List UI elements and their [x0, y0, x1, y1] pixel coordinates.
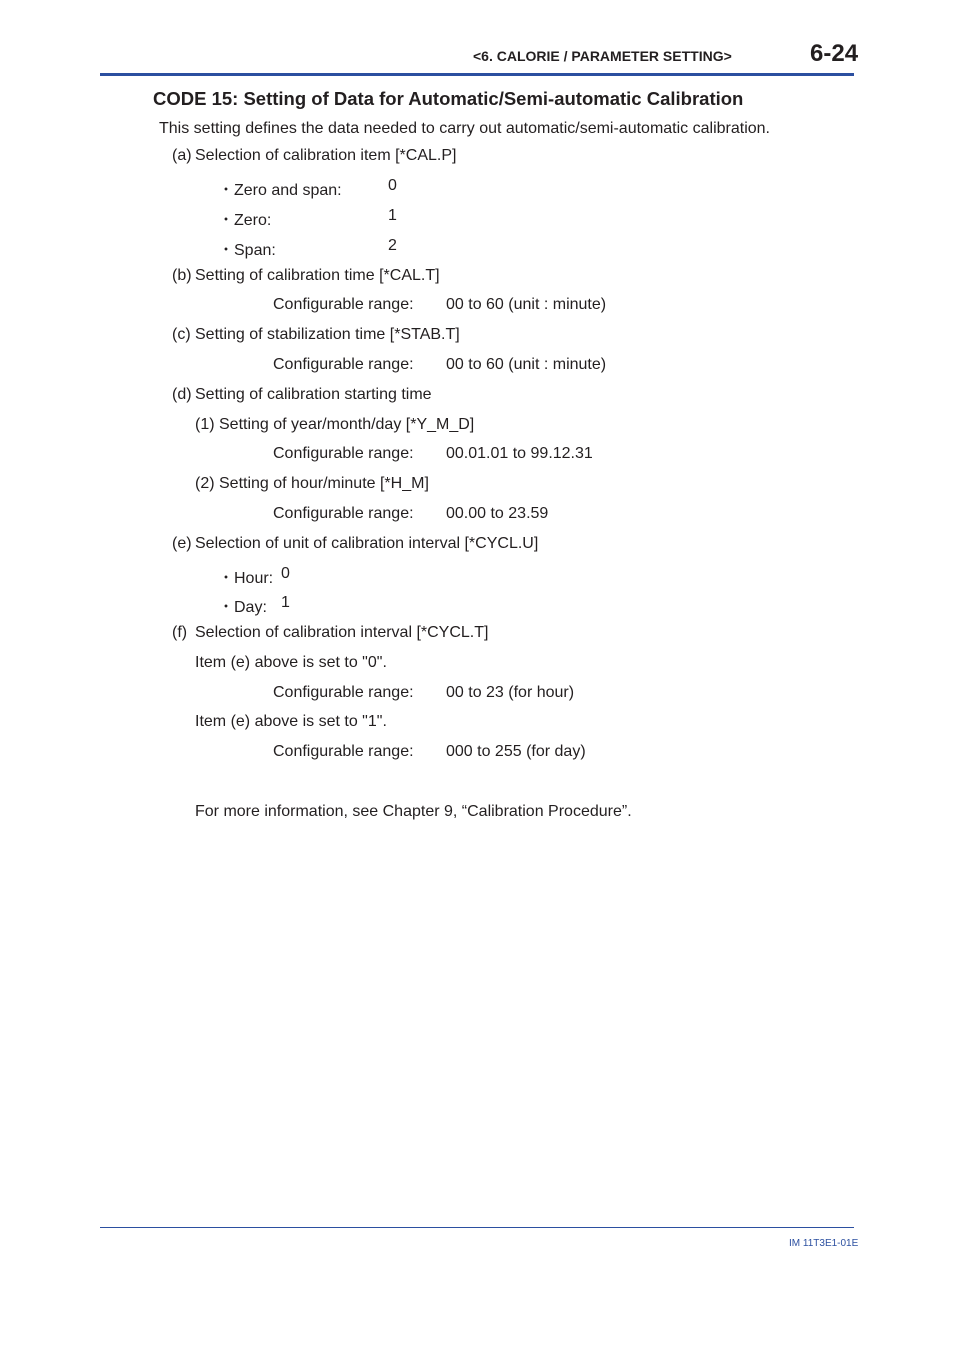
header-chapter-title: <6. CALORIE / PARAMETER SETTING> — [473, 48, 732, 64]
item-d-sub1-title: (1) Setting of year/month/day [*Y_M_D] — [195, 416, 475, 433]
item-e-option-value: 1 — [281, 594, 290, 611]
item-a-option-value: 2 — [388, 237, 397, 254]
reference-note: For more information, see Chapter 9, “Calibration Procedure”. — [195, 803, 632, 820]
item-f-case0-range-label: Configurable range: — [273, 684, 414, 701]
item-f-case0-condition: Item (e) above is set to "0". — [195, 654, 387, 671]
item-f-label: (f) — [172, 624, 188, 641]
footer-divider — [100, 1227, 854, 1228]
item-a-option-name: ・Zero and span: — [218, 182, 342, 199]
item-f-case1-range-label: Configurable range: — [273, 743, 414, 760]
item-f-case1-range-value: 000 to 255 (for day) — [446, 743, 586, 760]
item-b-title: Setting of calibration time [*CAL.T] — [195, 267, 440, 284]
item-a-option-value: 1 — [388, 207, 397, 224]
item-d-label: (d) — [172, 386, 192, 403]
item-a-option-name: ・Zero: — [218, 212, 272, 229]
item-f-case0-range-value: 00 to 23 (for hour) — [446, 684, 575, 701]
item-f-case1-condition: Item (e) above is set to "1". — [195, 713, 387, 730]
item-d-sub1-range-value: 00.01.01 to 99.12.31 — [446, 445, 593, 462]
item-d-sub2-title: (2) Setting of hour/minute [*H_M] — [195, 475, 429, 492]
section-intro: This setting defines the data needed to carry out automatic/semi-automatic calibration. — [159, 120, 770, 137]
item-c-range-label: Configurable range: — [273, 356, 414, 373]
item-a-option-value: 0 — [388, 177, 397, 194]
item-b-range-label: Configurable range: — [273, 296, 414, 313]
item-e-option-name: ・Hour: — [218, 570, 274, 587]
item-e-title: Selection of unit of calibration interval [*CYCL.U] — [195, 535, 539, 552]
item-d-sub1-range-label: Configurable range: — [273, 445, 414, 462]
item-c-range-value: 00 to 60 (unit : minute) — [446, 356, 607, 373]
section-heading: CODE 15: Setting of Data for Automatic/Semi-automatic Calibration — [153, 88, 744, 109]
item-e-option-value: 0 — [281, 565, 290, 582]
page-number: 6-24 — [810, 40, 859, 67]
header-divider — [100, 73, 854, 76]
item-e-label: (e) — [172, 535, 192, 552]
item-b-label: (b) — [172, 267, 192, 284]
item-d-sub2-range-value: 00.00 to 23.59 — [446, 505, 549, 522]
item-c-title: Setting of stabilization time [*STAB.T] — [195, 326, 460, 343]
item-a-option-name: ・Span: — [218, 242, 276, 259]
item-e-option-name: ・Day: — [218, 599, 267, 616]
document-id: IM 11T3E1-01E — [789, 1238, 859, 1249]
item-a-label: (a) — [172, 147, 192, 164]
item-f-title: Selection of calibration interval [*CYCL.T] — [195, 624, 489, 641]
item-a-title: Selection of calibration item [*CAL.P] — [195, 147, 457, 164]
item-d-sub2-range-label: Configurable range: — [273, 505, 414, 522]
item-b-range-value: 00 to 60 (unit : minute) — [446, 296, 607, 313]
item-c-label: (c) — [172, 326, 191, 343]
item-d-title: Setting of calibration starting time — [195, 386, 432, 403]
